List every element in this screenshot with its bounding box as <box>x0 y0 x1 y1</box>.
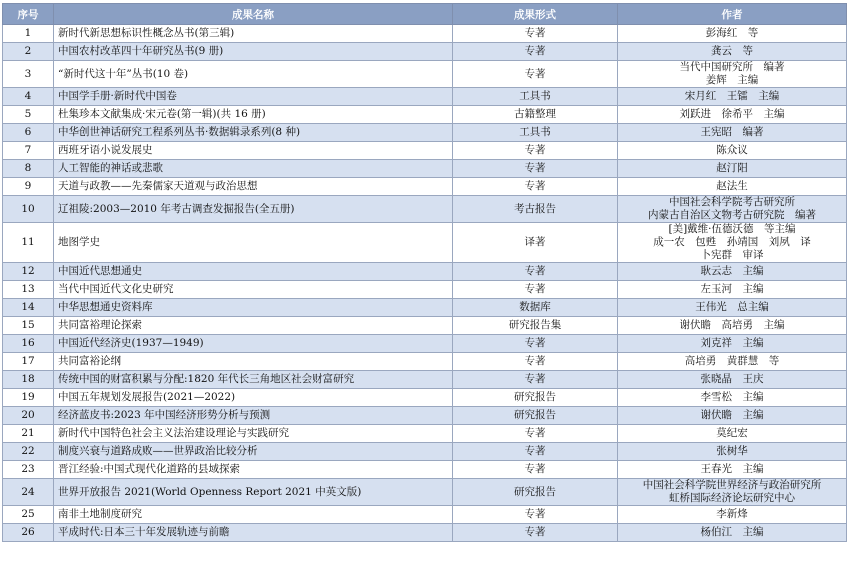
row-author <box>618 299 847 317</box>
author-line: 张树华 <box>716 445 748 457</box>
author-line: 中国社会科学院考古研究所 <box>669 196 795 208</box>
author-line: 赵汀阳 <box>716 162 748 174</box>
row-title: 共同富裕理论探索 <box>54 317 453 335</box>
row-form: 专著 <box>453 142 618 160</box>
author-line: 当代中国研究所 编著 <box>679 61 785 73</box>
row-title: 世界开放报告 2021(World Openness Report 2021 中英文版) <box>54 479 453 506</box>
author-line: 高培勇 黄群慧 等 <box>684 355 780 367</box>
row-form: 研究报告 <box>453 479 618 506</box>
header-author: 作者 <box>618 4 847 25</box>
row-form: 研究报告 <box>453 389 618 407</box>
row-number: 20 <box>3 407 54 425</box>
row-title: 西班牙语小说发展史 <box>54 142 453 160</box>
author-line: 莫纪宏 <box>716 427 748 439</box>
header-title: 成果名称 <box>54 4 453 25</box>
row-form: 古籍整理 <box>453 106 618 124</box>
row-author <box>618 263 847 281</box>
row-author <box>618 124 847 142</box>
row-author <box>618 178 847 196</box>
table-row <box>3 196 847 223</box>
row-number: 5 <box>3 106 54 124</box>
row-form: 工具书 <box>453 88 618 106</box>
row-number: 24 <box>3 479 54 506</box>
table-row <box>3 506 847 524</box>
row-author <box>618 335 847 353</box>
author-line: 卜宪群 审译 <box>700 249 764 261</box>
row-author <box>618 353 847 371</box>
row-number: 26 <box>3 524 54 542</box>
row-number: 1 <box>3 25 54 43</box>
row-form: 数据库 <box>453 299 618 317</box>
row-author <box>618 106 847 124</box>
row-number: 11 <box>3 223 54 263</box>
row-number: 18 <box>3 371 54 389</box>
row-form: 研究报告 <box>453 407 618 425</box>
table-row <box>3 142 847 160</box>
row-form: 专著 <box>453 43 618 61</box>
row-title: 南非土地制度研究 <box>54 506 453 524</box>
row-number: 16 <box>3 335 54 353</box>
row-author <box>618 160 847 178</box>
row-title: 地图学史 <box>54 223 453 263</box>
author-line: 王伟光 总主编 <box>695 301 769 313</box>
row-title: 中华创世神话研究工程系列丛书·数据辑录系列(8 种) <box>54 124 453 142</box>
row-form: 译著 <box>453 223 618 263</box>
row-title: 辽祖陵:2003—2010 年考古调查发掘报告(全五册) <box>54 196 453 223</box>
table-row <box>3 299 847 317</box>
row-title: “新时代这十年”丛书(10 卷) <box>54 61 453 88</box>
row-form: 专著 <box>453 263 618 281</box>
row-form: 专著 <box>453 335 618 353</box>
row-title: 晋江经验:中国式现代化道路的县域探索 <box>54 461 453 479</box>
row-number: 8 <box>3 160 54 178</box>
table-row <box>3 160 847 178</box>
table-row <box>3 25 847 43</box>
row-number: 23 <box>3 461 54 479</box>
author-line: 刘跃进 徐希平 主编 <box>679 108 785 120</box>
row-form: 专著 <box>453 178 618 196</box>
table-row <box>3 106 847 124</box>
row-title: 新时代新思想标识性概念丛书(第三辑) <box>54 25 453 43</box>
row-author <box>618 371 847 389</box>
table-row <box>3 281 847 299</box>
row-author <box>618 461 847 479</box>
author-line: 李雪松 主编 <box>700 391 764 403</box>
row-author <box>618 524 847 542</box>
row-form: 专著 <box>453 25 618 43</box>
row-form: 专著 <box>453 160 618 178</box>
row-author <box>618 317 847 335</box>
author-line: 王宪昭 编著 <box>700 126 764 138</box>
row-title: 中华思想通史资料库 <box>54 299 453 317</box>
row-title: 中国学手册·新时代中国卷 <box>54 88 453 106</box>
row-title: 经济蓝皮书:2023 年中国经济形势分析与预测 <box>54 407 453 425</box>
table-row <box>3 263 847 281</box>
row-number: 4 <box>3 88 54 106</box>
row-title: 中国五年规划发展报告(2021—2022) <box>54 389 453 407</box>
author-line: 成一农 包甦 孙靖国 刘夙 译 <box>653 236 811 248</box>
table-row <box>3 389 847 407</box>
row-title: 杜集珍本文献集成·宋元卷(第一辑)(共 16 册) <box>54 106 453 124</box>
table-row <box>3 61 847 88</box>
row-form: 研究报告集 <box>453 317 618 335</box>
row-title: 中国近代经济史(1937—1949) <box>54 335 453 353</box>
row-author <box>618 25 847 43</box>
row-number: 15 <box>3 317 54 335</box>
table-row <box>3 407 847 425</box>
row-form: 专著 <box>453 425 618 443</box>
row-author <box>618 223 847 263</box>
row-form: 专著 <box>453 61 618 88</box>
row-form: 专著 <box>453 524 618 542</box>
achievements-table <box>2 3 847 542</box>
author-line: 谢伏瞻 主编 <box>700 409 764 421</box>
table-row <box>3 317 847 335</box>
row-number: 2 <box>3 43 54 61</box>
row-author <box>618 425 847 443</box>
author-line: 姜辉 主编 <box>705 74 759 86</box>
row-author <box>618 443 847 461</box>
table-row <box>3 371 847 389</box>
row-title: 天道与政教——先秦儒家天道观与政治思想 <box>54 178 453 196</box>
table-row <box>3 461 847 479</box>
row-number: 17 <box>3 353 54 371</box>
row-number: 19 <box>3 389 54 407</box>
row-title: 当代中国近代文化史研究 <box>54 281 453 299</box>
row-form: 专著 <box>453 371 618 389</box>
row-author <box>618 43 847 61</box>
row-title: 制度兴衰与道路成败——世界政治比较分析 <box>54 443 453 461</box>
row-form: 专著 <box>453 353 618 371</box>
row-title: 新时代中国特色社会主义法治建设理论与实践研究 <box>54 425 453 443</box>
table-row <box>3 443 847 461</box>
table-row <box>3 524 847 542</box>
row-author <box>618 407 847 425</box>
author-line: 中国社会科学院世界经济与政治研究所 <box>642 479 822 491</box>
row-author <box>618 88 847 106</box>
row-form: 工具书 <box>453 124 618 142</box>
row-title: 中国近代思想通史 <box>54 263 453 281</box>
row-number: 14 <box>3 299 54 317</box>
row-author <box>618 389 847 407</box>
table-row <box>3 43 847 61</box>
author-line: 龚云 等 <box>711 45 753 57</box>
row-form: 专著 <box>453 281 618 299</box>
author-line: 杨伯江 主编 <box>700 526 764 538</box>
header-number: 序号 <box>3 4 54 25</box>
author-line: 张晓晶 王庆 <box>700 373 764 385</box>
row-number: 10 <box>3 196 54 223</box>
author-line: [美]戴维·伍德沃德 等主编 <box>668 223 796 235</box>
row-author <box>618 196 847 223</box>
row-author <box>618 281 847 299</box>
row-title: 共同富裕论纲 <box>54 353 453 371</box>
table-row <box>3 178 847 196</box>
table-row <box>3 479 847 506</box>
row-form: 专著 <box>453 443 618 461</box>
author-line: 彭海红 等 <box>705 27 759 39</box>
author-line: 宋月红 王镭 主编 <box>684 90 780 102</box>
table-row <box>3 353 847 371</box>
row-title: 传统中国的财富积累与分配:1820 年代长三角地区社会财富研究 <box>54 371 453 389</box>
row-title: 人工智能的神话或悲歌 <box>54 160 453 178</box>
row-number: 22 <box>3 443 54 461</box>
author-line: 陈众议 <box>716 144 748 156</box>
author-line: 王春光 主编 <box>700 463 764 475</box>
row-number: 12 <box>3 263 54 281</box>
row-author <box>618 142 847 160</box>
row-title: 中国农村改革四十年研究丛书(9 册) <box>54 43 453 61</box>
row-form: 专著 <box>453 506 618 524</box>
author-line: 虹桥国际经济论坛研究中心 <box>669 492 795 504</box>
row-number: 25 <box>3 506 54 524</box>
header-form: 成果形式 <box>453 4 618 25</box>
row-number: 7 <box>3 142 54 160</box>
row-author <box>618 61 847 88</box>
row-number: 9 <box>3 178 54 196</box>
table-row <box>3 335 847 353</box>
row-author <box>618 506 847 524</box>
author-line: 赵法生 <box>716 180 748 192</box>
table-row <box>3 223 847 263</box>
row-form: 考古报告 <box>453 196 618 223</box>
row-number: 13 <box>3 281 54 299</box>
row-title: 平成时代:日本三十年发展轨迹与前瞻 <box>54 524 453 542</box>
author-line: 谢伏瞻 高培勇 主编 <box>679 319 785 331</box>
row-number: 21 <box>3 425 54 443</box>
author-line: 李新烽 <box>716 508 748 520</box>
author-line: 刘克祥 主编 <box>700 337 764 349</box>
row-form: 专著 <box>453 461 618 479</box>
table-row <box>3 124 847 142</box>
row-number: 3 <box>3 61 54 88</box>
table-row <box>3 88 847 106</box>
author-line: 左玉河 主编 <box>700 283 764 295</box>
row-number: 6 <box>3 124 54 142</box>
table-row <box>3 425 847 443</box>
author-line: 内蒙古自治区文物考古研究院 编著 <box>648 209 816 221</box>
author-line: 耿云志 主编 <box>700 265 764 277</box>
table-header-row <box>3 4 847 25</box>
row-author <box>618 479 847 506</box>
